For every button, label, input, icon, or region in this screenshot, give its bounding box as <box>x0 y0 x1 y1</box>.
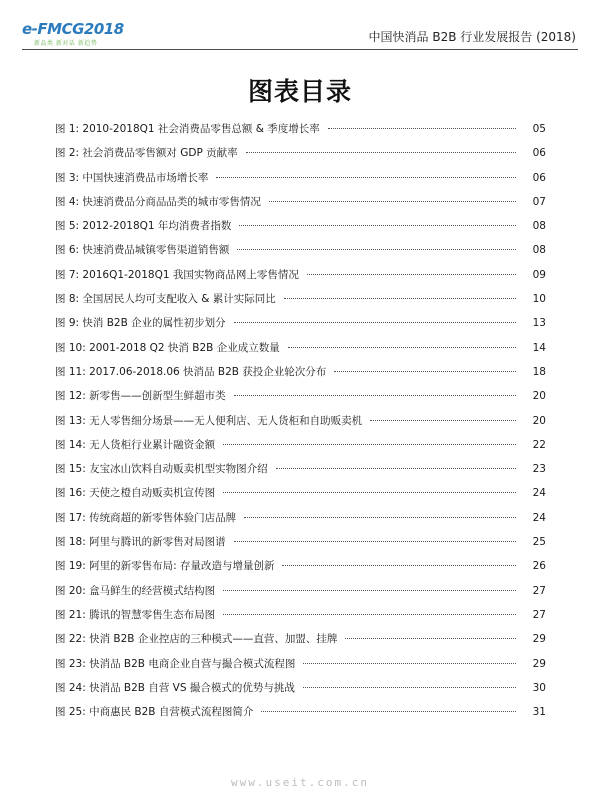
toc-dot-leader <box>244 517 516 518</box>
toc-entry[interactable] <box>55 218 546 242</box>
toc-dot-leader <box>234 541 516 542</box>
toc-entry-page-number: 29 <box>532 633 546 646</box>
toc-entry-page-number: 27 <box>532 584 546 597</box>
logo-wordmark <box>22 20 124 38</box>
toc-entry[interactable] <box>55 340 546 364</box>
toc-entry[interactable] <box>55 631 546 655</box>
page-title: 图表目录 <box>247 77 352 106</box>
toc-entry-page-number: 20 <box>532 390 546 403</box>
toc-entry[interactable] <box>55 534 546 558</box>
toc-entry-label: 图 14: 无人货柜行业累计融资金额 <box>55 438 216 451</box>
toc-entry-page-number: 24 <box>532 487 546 500</box>
toc-entry-label: 图 17: 传统商超的新零售体验门店品牌 <box>55 511 237 524</box>
toc-entry[interactable] <box>55 388 546 412</box>
toc-entry[interactable] <box>55 194 546 218</box>
toc-entry-page-number: 13 <box>532 317 546 330</box>
toc-entry[interactable] <box>55 291 546 315</box>
toc-entry-label: 图 24: 快消品 B2B 自营 VS 撮合模式的优势与挑战 <box>55 681 295 694</box>
toc-dot-leader <box>223 444 516 445</box>
toc-dot-leader <box>269 201 516 202</box>
toc-entry-label: 图 16: 天使之橙自动贩卖机宣传图 <box>55 487 216 500</box>
toc-dot-leader <box>307 274 516 275</box>
toc-entry-label: 图 8: 全国居民人均可支配收入 & 累计实际同比 <box>55 293 276 306</box>
toc-entry-label: 图 6: 快速消费品城镇零售渠道销售额 <box>55 244 230 257</box>
toc-entry-label: 图 20: 盒马鲜生的经营模式结构图 <box>55 584 216 597</box>
toc-entry[interactable] <box>55 437 546 461</box>
toc-entry-label: 图 10: 2001-2018 Q2 快消 B2B 企业成立数量 <box>55 341 280 354</box>
toc-dot-leader <box>246 152 516 153</box>
toc-entry[interactable] <box>55 680 546 704</box>
toc-entry-page-number: 18 <box>532 365 546 378</box>
toc-dot-leader <box>237 249 516 250</box>
toc-dot-leader <box>239 225 516 226</box>
toc-dot-leader <box>223 614 516 615</box>
toc-entry[interactable] <box>55 267 546 291</box>
toc-entry-label: 图 5: 2012-2018Q1 年均消费者指数 <box>55 220 232 233</box>
logo-tagline: 新品类 新对话 新趋势 <box>34 40 98 47</box>
toc-entry-page-number: 14 <box>532 341 546 354</box>
toc-dot-leader <box>334 371 516 372</box>
toc-entry-page-number: 06 <box>532 171 546 184</box>
toc-dot-leader <box>288 347 516 348</box>
toc-entry[interactable] <box>55 121 546 145</box>
toc-dot-leader <box>370 420 516 421</box>
toc-entry-label: 图 4: 快速消费品分商品品类的城市零售情况 <box>55 195 261 208</box>
watermark: www.useit.com.cn <box>231 776 369 789</box>
toc-dot-leader <box>284 298 516 299</box>
page-header <box>0 0 600 52</box>
toc-entry[interactable] <box>55 485 546 509</box>
toc-dot-leader <box>345 638 516 639</box>
report-title: 中国快消品 B2B 行业发展报告 (2018) <box>368 30 576 44</box>
toc-dot-leader <box>223 590 516 591</box>
toc-entry-label: 图 25: 中商惠民 B2B 自营模式流程图简介 <box>55 706 254 719</box>
toc-entry[interactable] <box>55 413 546 437</box>
toc-entry-label: 图 23: 快消品 B2B 电商企业自营与撮合模式流程图 <box>55 657 296 670</box>
toc-entry-page-number: 31 <box>532 706 546 719</box>
toc-entry-label: 图 9: 快消 B2B 企业的属性初步划分 <box>55 317 226 330</box>
toc-entry-page-number: 22 <box>532 438 546 451</box>
toc-entry-page-number: 09 <box>532 268 546 281</box>
toc-dot-leader <box>282 565 516 566</box>
toc-entry-page-number: 10 <box>532 293 546 306</box>
toc-entry-label: 图 7: 2016Q1-2018Q1 我国实物商品网上零售情况 <box>55 268 299 281</box>
toc-entry-label: 图 18: 阿里与腾讯的新零售对局图谱 <box>55 536 226 549</box>
toc-entry-page-number: 08 <box>532 244 546 257</box>
toc-entry-page-number: 07 <box>532 195 546 208</box>
toc-dot-leader <box>276 468 516 469</box>
logo-text: e-FMCG2018 <box>22 20 124 38</box>
toc-dot-leader <box>223 492 516 493</box>
toc-entry-label: 图 19: 阿里的新零售布局: 存量改造与增量创新 <box>55 560 275 573</box>
toc-entry[interactable] <box>55 607 546 631</box>
toc-entry[interactable] <box>55 315 546 339</box>
toc-entry-page-number: 08 <box>532 220 546 233</box>
efmcg-logo <box>22 20 132 48</box>
toc-entry[interactable] <box>55 364 546 388</box>
toc-dot-leader <box>303 663 516 664</box>
toc-entry-page-number: 30 <box>532 681 546 694</box>
toc-entry-label: 图 21: 腾讯的智慧零售生态布局图 <box>55 608 216 621</box>
toc-dot-leader <box>261 711 516 712</box>
toc-entry-page-number: 06 <box>532 147 546 160</box>
toc-entry-page-number: 23 <box>532 463 546 476</box>
toc-entry-label: 图 1: 2010-2018Q1 社会消费品零售总额 & 季度增长率 <box>55 123 320 135</box>
toc-entry[interactable] <box>55 461 546 485</box>
toc-entry[interactable] <box>55 242 546 266</box>
toc-dot-leader <box>328 128 516 129</box>
toc-entry-page-number: 05 <box>532 123 546 135</box>
toc-entry-label: 图 15: 友宝冰山饮料自动贩卖机型实物图介绍 <box>55 463 268 476</box>
toc-entry-page-number: 25 <box>532 536 546 549</box>
toc-entry-label: 图 12: 新零售——创新型生鲜超市类 <box>55 390 226 403</box>
toc-entry-page-number: 27 <box>532 608 546 621</box>
toc-entry-label: 图 22: 快消 B2B 企业控店的三种模式——直营、加盟、挂牌 <box>55 633 338 646</box>
toc-dot-leader <box>216 177 516 178</box>
toc-entry[interactable] <box>55 145 546 169</box>
toc-entry-label: 图 2: 社会消费品零售额对 GDP 贡献率 <box>55 147 238 160</box>
toc-entry[interactable] <box>55 583 546 607</box>
header-divider <box>22 49 578 50</box>
toc-entry[interactable] <box>55 558 546 582</box>
toc-entry-label: 图 3: 中国快速消费品市场增长率 <box>55 171 209 184</box>
toc-entry-page-number: 26 <box>532 560 546 573</box>
toc-entry-label: 图 13: 无人零售细分场景——无人便利店、无人货柜和自助贩卖机 <box>55 414 363 427</box>
toc-dot-leader <box>234 395 516 396</box>
toc-entry[interactable] <box>55 656 546 680</box>
toc-entry-page-number: 24 <box>532 511 546 524</box>
figure-list <box>55 121 546 728</box>
toc-dot-leader <box>303 687 516 688</box>
toc-entry[interactable] <box>55 704 546 728</box>
toc-dot-leader <box>234 322 516 323</box>
toc-entry-page-number: 20 <box>532 414 546 427</box>
toc-entry[interactable] <box>55 170 546 194</box>
toc-entry[interactable] <box>55 510 546 534</box>
toc-entry-label: 图 11: 2017.06-2018.06 快消品 B2B 获投企业轮次分布 <box>55 365 327 378</box>
toc-entry-page-number: 29 <box>532 657 546 670</box>
